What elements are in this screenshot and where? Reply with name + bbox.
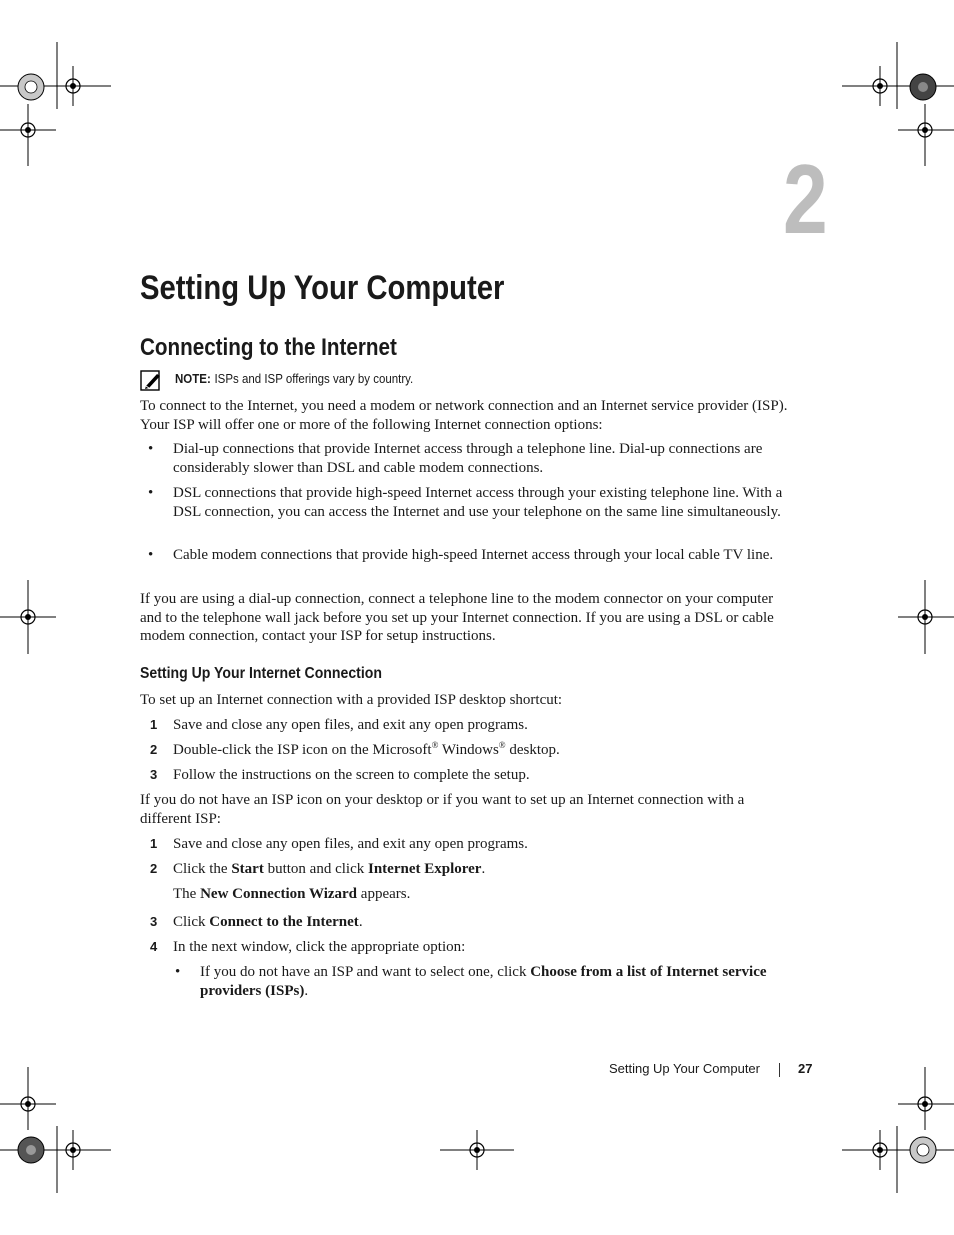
pencil-note-icon — [140, 370, 162, 392]
chapter-title: Setting Up Your Computer — [140, 269, 505, 307]
manual-step-1: Save and close any open files, and exit any open programs. — [173, 836, 528, 852]
step-number: 4 — [150, 939, 158, 954]
chapter-number: 2 — [783, 144, 828, 254]
intro-paragraph: To connect to the Internet, you need a modem or network connection and an Internet service provider (ISP). Your ISP will offer one or more of the following Internet connection options: — [140, 398, 788, 433]
subsection-title: Setting Up Your Internet Connection — [140, 665, 382, 682]
start-button-label: Start — [231, 861, 264, 877]
step-number: 2 — [150, 742, 158, 757]
section-title: Connecting to the Internet — [140, 334, 397, 361]
note-text — [175, 372, 413, 386]
bullet-1: • — [148, 441, 154, 457]
option-dialup: Dial-up connections that provide Internet access through a telephone line. Dial-up connections are considerably slower than DSL and cable modem connections. — [173, 441, 763, 476]
note-callout — [140, 370, 790, 392]
connect-option-label: Connect to the Internet — [209, 914, 359, 930]
note-body: ISPs and ISP offerings vary by country. — [214, 372, 414, 386]
manual-step-2-result: The New Connection Wizard appears. — [173, 886, 411, 902]
manual-step-4-option: If you do not have an ISP and want to select one, click Choose from a list of Internet service providers (ISPs). — [200, 964, 767, 999]
step-number: 3 — [150, 914, 158, 929]
footer-section: Setting Up Your Computer — [608, 1061, 760, 1076]
manual-step-3: Click Connect to the Internet. — [173, 914, 363, 930]
shortcut-intro: To set up an Internet connection with a provided ISP desktop shortcut: — [140, 692, 563, 708]
choose-isp-option-label: Choose from a list of Internet service providers (ISPs) — [200, 964, 767, 999]
no-icon-paragraph: If you do not have an ISP icon on your desktop or if you want to set up an Internet connection with a different ISP: — [140, 792, 745, 827]
manual-step-2: Click the Start button and click Internet Explorer. — [173, 861, 486, 877]
step-number: 2 — [150, 861, 158, 876]
wizard-name: New Connection Wizard — [200, 886, 358, 902]
bullet-3: • — [148, 547, 154, 563]
shortcut-step-1: Save and close any open files, and exit any open programs. — [173, 717, 528, 733]
page-number: 27 — [798, 1061, 813, 1076]
bullet-sub: • — [175, 964, 181, 980]
dialup-paragraph: If you are using a dial-up connection, connect a telephone line to the modem connector on your computer and to the telephone wall jack before you set up your Internet connection. If you are using a DSL or cable modem connection, contact your ISP for setup instructions. — [140, 591, 774, 644]
bullet-2: • — [148, 485, 154, 501]
option-dsl: DSL connections that provide high-speed Internet access through your existing telephone line. With a DSL connection, you can access the Internet and use your telephone on the same line simultaneously. — [173, 485, 783, 520]
internet-explorer-label: Internet Explorer — [367, 861, 482, 877]
shortcut-step-2: Double-click the ISP icon on the Microsoft® Windows® desktop. — [173, 740, 560, 758]
step-number: 3 — [150, 767, 158, 782]
step-number: 1 — [150, 717, 158, 732]
note-label: NOTE: — [175, 372, 211, 386]
step-number: 1 — [150, 836, 158, 851]
shortcut-step-3: Follow the instructions on the screen to complete the setup. — [173, 767, 530, 783]
manual-step-4: In the next window, click the appropriate option: — [173, 939, 466, 955]
option-cable: Cable modem connections that provide high-speed Internet access through your local cable TV line. — [173, 547, 774, 563]
footer-divider — [779, 1063, 780, 1077]
